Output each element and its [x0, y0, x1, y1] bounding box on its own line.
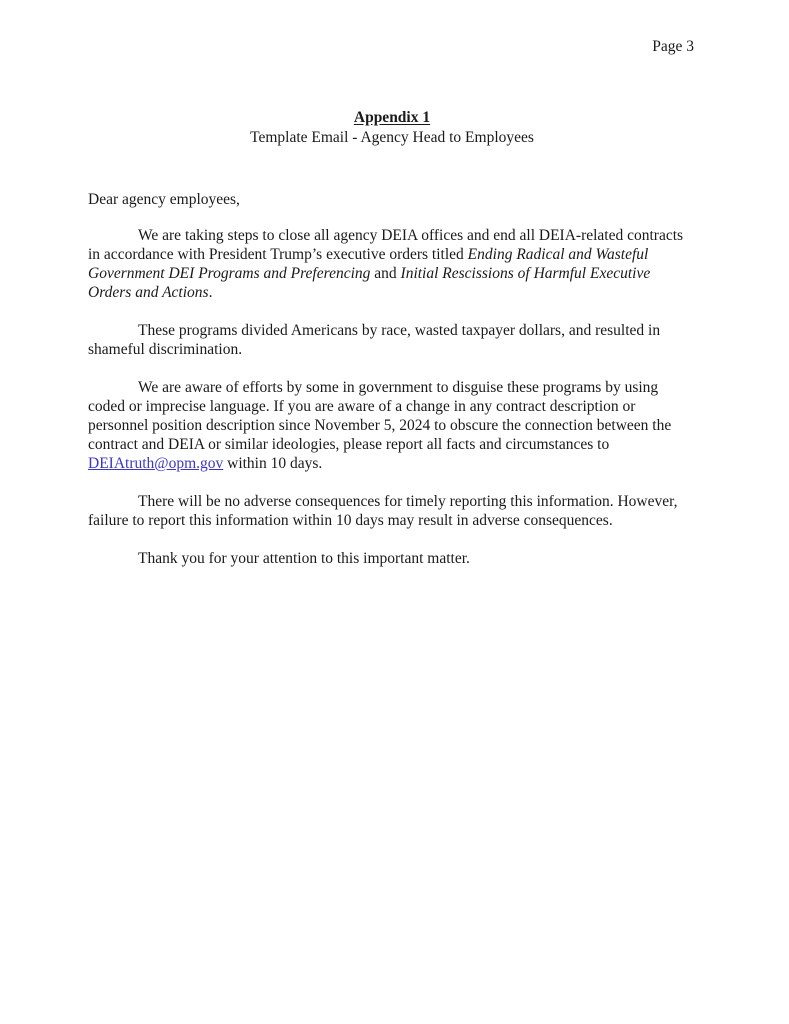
paragraph-1-tail: . — [208, 284, 213, 301]
paragraph-3-tail: within 10 days. — [223, 455, 323, 472]
report-email-link[interactable]: DEIAtruth@opm.gov — [88, 455, 224, 472]
paragraph-1-conjunction: and — [370, 265, 401, 282]
letter-body — [88, 226, 696, 568]
executive-order-title-1: Ending Radical and Wasteful Government DEI Programs and Preferencing — [88, 246, 649, 282]
appendix-subtitle: Template Email - Agency Head to Employees — [250, 128, 534, 146]
paragraph-3 — [88, 378, 696, 473]
salutation: Dear agency employees, — [88, 191, 240, 208]
paragraph-3-lead: We are aware of efforts by some in government to disguise these programs by using coded or imprecise language. If you are aware of a change in any contract description or personnel position description since November 5, 2024 to obscure the connection between the contract and DEIA or similar ideologies, please report all facts and circumstances to — [88, 379, 672, 453]
paragraph-2: These programs divided Americans by race, wasted taxpayer dollars, and resulted in shameful discrimination. — [88, 322, 661, 358]
paragraph-5: Thank you for your attention to this important matter. — [138, 550, 470, 567]
document-body — [88, 108, 696, 568]
paragraph-4: There will be no adverse consequences for timely reporting this information. However, failure to report this information within 10 days may result in adverse consequences. — [88, 493, 678, 529]
executive-order-title-2: Initial Rescissions of Harmful Executive Orders and Actions — [88, 265, 651, 301]
paragraph-1 — [88, 226, 696, 302]
appendix-title: Appendix 1 — [353, 109, 431, 126]
paragraph-1-lead: We are taking steps to close all agency DEIA offices and end all DEIA-related contracts in accordance with President Trump’s executive orders titled — [88, 227, 684, 263]
title-block — [88, 108, 696, 147]
page-number-header — [0, 38, 789, 56]
page-number-label: Page 3 — [652, 38, 694, 55]
